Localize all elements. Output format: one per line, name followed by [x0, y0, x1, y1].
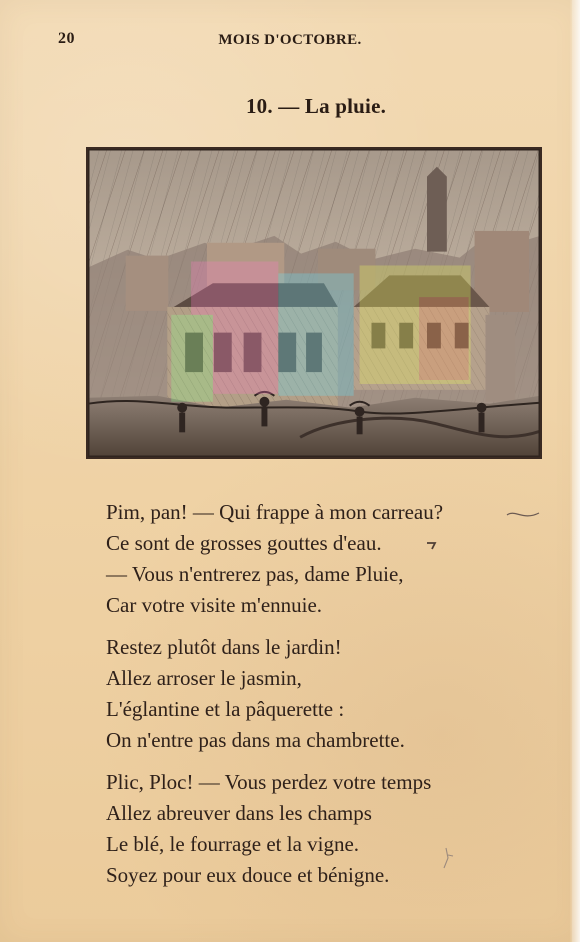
poem-line: Plic, Ploc! — Vous perdez votre temps [106, 770, 432, 794]
running-head: MOIS D'OCTOBRE. [218, 32, 362, 48]
page-number: 20 [58, 30, 75, 47]
poem-line: Le blé, le fourrage et la vigne. [106, 832, 360, 856]
rain-illustration-art [88, 149, 540, 457]
poem-line: Car votre visite m'ennuie. [106, 593, 323, 617]
poem-line: — Vous n'entrerez pas, dame Pluie, [106, 562, 404, 586]
poem-line: Restez plutôt dans le jardin! [106, 635, 342, 659]
poem-line: L'églantine et la pâquerette : [106, 697, 345, 721]
street [88, 396, 540, 457]
stanza [106, 632, 546, 756]
poem-line: Pim, pan! — Qui frappe à mon carreau? [106, 500, 444, 524]
poem-line: Ce sont de grosses gouttes d'eau. [106, 531, 382, 555]
section-title: 10. — La pluie. [245, 94, 387, 118]
poem-line: Allez abreuver dans les champs [106, 801, 372, 825]
poem-line: On n'entre pas dans ma chambrette. [106, 728, 405, 752]
poem-line: Soyez pour eux douce et bénigne. [106, 863, 390, 887]
stanza [106, 767, 546, 891]
poem-line: Allez arroser le jasmin, [106, 666, 302, 690]
poem [106, 497, 546, 902]
stanza [106, 497, 546, 621]
page-edge [570, 0, 580, 942]
color-noise [171, 262, 470, 402]
rain-illustration [86, 147, 542, 459]
